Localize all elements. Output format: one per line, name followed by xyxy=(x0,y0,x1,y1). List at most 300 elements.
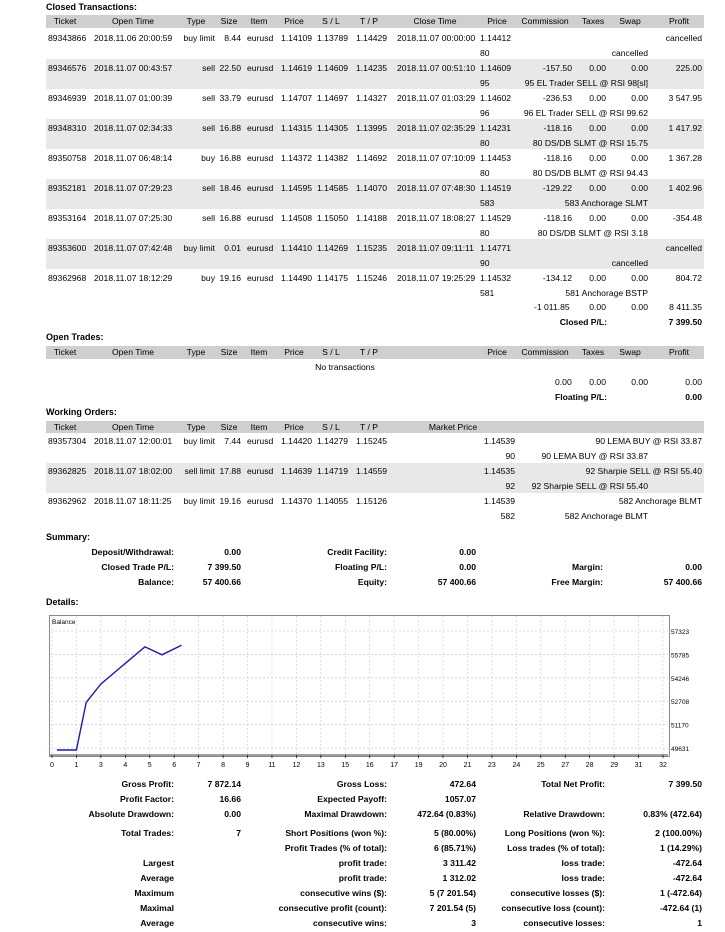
maximal-drawdown-value: 472.64 (0.83%) xyxy=(417,809,476,819)
type-cell: sell xyxy=(202,93,215,103)
close-price-cell: 1.14602 xyxy=(480,93,512,103)
long-positions-label: Long Positions (won %): xyxy=(504,828,605,838)
swap-cell: 0.00 xyxy=(631,123,648,133)
tp-cell: 1.14429 xyxy=(356,33,388,43)
close-time-cell: 2018.11.07 07:10:09 xyxy=(397,153,476,163)
total-trades-value: 7 xyxy=(236,828,241,838)
price-cell: 1.14410 xyxy=(281,243,313,253)
open-total-swap: 0.00 xyxy=(631,377,648,387)
closed-header-cell: Ticket xyxy=(53,16,77,26)
close-price-suffix-cell: 96 xyxy=(480,108,490,118)
largest-loss-trade-label: loss trade: xyxy=(561,858,605,868)
comment-cell: 581 Anchorage BSTP xyxy=(565,288,648,298)
order-comment-2-cell: 92 Sharpie SELL @ RSI 55.40 xyxy=(531,481,648,491)
sl-cell: 1.14269 xyxy=(317,243,349,253)
sl-cell: 1.15050 xyxy=(317,213,349,223)
price-cell: 1.14508 xyxy=(281,213,313,223)
gross-loss-value: 472.64 xyxy=(449,779,476,789)
gross-loss-label: Gross Loss: xyxy=(336,779,387,789)
x-tick-label: 23 xyxy=(488,762,496,769)
sl-cell: 1.14719 xyxy=(317,466,349,476)
price-cell: 1.14619 xyxy=(281,63,313,73)
tp-cell: 1.15126 xyxy=(356,496,388,506)
working-header-cell: T / P xyxy=(360,422,378,432)
closed-header-cell: Price xyxy=(284,16,304,26)
average-loss-trade-value: -472.64 xyxy=(672,873,702,883)
close-price-cell: 1.14529 xyxy=(480,213,512,223)
closed-header-cell: S / L xyxy=(322,16,340,26)
close-time-cell: 2018.11.07 00:51:10 xyxy=(397,63,476,73)
closed-header-cell: Swap xyxy=(619,16,641,26)
x-tick-label: 1 xyxy=(74,762,79,769)
type-cell: buy limit xyxy=(183,33,215,43)
price-cell: 1.14490 xyxy=(281,273,313,283)
comment-cell: 95 EL Trader SELL @ RSI 98[sl] xyxy=(524,78,648,88)
commission-cell: -118.16 xyxy=(543,153,572,163)
consecutive-profit-value: 7 201.54 (5) xyxy=(429,903,476,913)
open-header-cell: Price xyxy=(487,347,507,357)
margin-value: 0.00 xyxy=(685,562,702,572)
open-time-cell: 2018.11.07 02:34:33 xyxy=(94,123,173,133)
consecutive-profit-label: consecutive profit (count): xyxy=(278,903,387,913)
x-tick-label: 31 xyxy=(634,762,643,769)
market-price-cell: 1.14539 xyxy=(483,496,515,506)
x-tick-label: 5 xyxy=(147,762,152,769)
open-time-cell: 2018.11.07 18:11:25 xyxy=(94,496,172,506)
chart-legend: Balance xyxy=(52,619,76,626)
relative-drawdown-value: 0.83% (472.64) xyxy=(643,809,702,819)
commission-cell: -134.12 xyxy=(542,273,572,283)
gross-profit-value: 7 872.14 xyxy=(207,779,241,789)
taxes-cell: 0.00 xyxy=(589,123,606,133)
close-price-suffix-cell: 80 xyxy=(480,168,490,178)
short-positions-value: 5 (80.00%) xyxy=(433,828,476,838)
closed-header-cell: Profit xyxy=(668,16,690,26)
x-tick-label: 7 xyxy=(196,762,201,769)
consecutive-wins-value: 5 (7 201.54) xyxy=(429,888,476,898)
maximal-label: Maximal xyxy=(140,903,174,913)
profit-cell: cancelled xyxy=(665,33,702,43)
comment-cell: 96 EL Trader SELL @ RSI 99.62 xyxy=(523,108,648,118)
floating-pl-label: Floating P/L: xyxy=(554,392,607,402)
avg-consecutive-wins-label: consecutive wins: xyxy=(312,918,387,928)
equity-value: 57 400.66 xyxy=(437,577,476,587)
price-cell: 1.14639 xyxy=(281,466,313,476)
swap-cell: 0.00 xyxy=(631,63,648,73)
short-positions-label: Short Positions (won %): xyxy=(285,828,387,838)
tp-cell: 1.14070 xyxy=(356,183,388,193)
item-cell: eurusd xyxy=(247,33,274,43)
consecutive-wins-label: consecutive wins ($): xyxy=(300,888,387,898)
size-cell: 19.16 xyxy=(219,273,241,283)
x-tick-label: 20 xyxy=(439,762,447,769)
ticket-cell: 89362968 xyxy=(48,273,87,283)
open-total-comm: 0.00 xyxy=(555,377,572,387)
average-label: Average xyxy=(140,873,174,883)
largest-profit-trade-value: 3 311.42 xyxy=(443,858,476,868)
ticket-cell: 89348310 xyxy=(48,123,87,133)
price-cell: 1.14109 xyxy=(281,33,313,43)
open-header-cell: Size xyxy=(220,347,238,357)
profit-cell: cancelled xyxy=(665,243,702,253)
size-cell: 7.44 xyxy=(224,436,241,446)
y-tick-label: 54246 xyxy=(671,675,690,683)
margin-label: Margin: xyxy=(571,562,603,572)
x-tick-label: 12 xyxy=(292,762,301,769)
equity-label: Equity: xyxy=(357,577,387,587)
close-price-suffix-cell: 80 xyxy=(480,48,490,58)
taxes-cell: 0.00 xyxy=(589,93,606,103)
open-total-taxes: 0.00 xyxy=(589,377,606,387)
average2-label: Average xyxy=(140,918,174,928)
item-cell: eurusd xyxy=(247,213,274,223)
close-price-cell: 1.14412 xyxy=(480,33,512,43)
type-cell: buy limit xyxy=(183,496,215,506)
closed-total-taxes: 0.00 xyxy=(589,302,606,312)
price-cell: 1.14315 xyxy=(281,123,313,133)
expected-payoff-value: 1057.07 xyxy=(444,794,476,804)
ticket-cell: 89350758 xyxy=(48,153,87,163)
avg-consecutive-wins-value: 3 xyxy=(471,918,476,928)
summary-floating-label: Floating P/L: xyxy=(334,562,387,572)
working-header-cell: Size xyxy=(220,422,238,432)
comment-cell: cancelled xyxy=(611,258,648,268)
close-price-suffix-cell: 90 xyxy=(480,258,490,268)
type-cell: buy xyxy=(201,273,215,283)
ticket-cell: 89346576 xyxy=(48,63,87,73)
consecutive-loss-value: -472.64 (1) xyxy=(659,903,702,913)
open-time-cell: 2018.11.07 06:48:14 xyxy=(94,153,173,163)
close-time-cell: 2018.11.07 19:25:29 xyxy=(397,273,476,283)
close-price-suffix-cell: 95 xyxy=(480,78,490,88)
working-header-cell: Market Price xyxy=(428,422,478,432)
order-comment-2-cell: 582 Anchorage BLMT xyxy=(564,511,648,521)
working-header-cell: Open Time xyxy=(111,422,155,432)
closed-pl-label: Closed P/L: xyxy=(559,317,607,327)
sl-cell: 1.14609 xyxy=(317,63,349,73)
x-tick-label: 11 xyxy=(268,762,276,769)
closed-total-swap: 0.00 xyxy=(631,302,648,312)
open-header-cell: Item xyxy=(250,347,268,357)
ticket-cell: 89353600 xyxy=(48,243,87,253)
closed-trade-pl-value: 7 399.50 xyxy=(207,562,241,572)
expected-payoff-label: Expected Payoff: xyxy=(317,794,387,804)
loss-trades-value: 1 (14.29%) xyxy=(659,843,702,853)
open-time-cell: 2018.11.07 18:02:00 xyxy=(94,466,173,476)
close-time-cell: 2018.11.07 07:48:30 xyxy=(397,183,476,193)
ticket-cell: 89343866 xyxy=(48,33,87,43)
close-time-cell: 2018.11.07 01:03:29 xyxy=(397,93,476,103)
x-tick-label: 27 xyxy=(561,762,570,769)
details-title: Details: xyxy=(46,597,79,607)
x-tick-label: 28 xyxy=(585,762,594,769)
comment-cell: cancelled xyxy=(611,48,648,58)
open-time-cell: 2018.11.07 12:00:01 xyxy=(94,436,173,446)
open-time-cell: 2018.11.07 01:00:39 xyxy=(94,93,173,103)
ticket-cell: 89353164 xyxy=(48,213,87,223)
ticket-cell: 89362825 xyxy=(48,466,87,476)
type-cell: buy limit xyxy=(183,436,215,446)
tp-cell: 1.14188 xyxy=(356,213,388,223)
close-time-cell: 2018.11.07 18:08:27 xyxy=(397,213,476,223)
profit-cell: 1 417.92 xyxy=(668,123,702,133)
closed-header-cell: Item xyxy=(250,16,268,26)
closed-pl-value: 7 399.50 xyxy=(668,317,702,327)
x-tick-label: 8 xyxy=(221,762,226,769)
loss-trades-label: Loss trades (% of total): xyxy=(507,843,605,853)
size-cell: 18.46 xyxy=(219,183,241,193)
closed-total-profit: 8 411.35 xyxy=(669,302,702,312)
maximal-drawdown-label: Maximal Drawdown: xyxy=(304,809,387,819)
net-profit-value: 7 399.50 xyxy=(668,779,702,789)
sl-cell: 1.14175 xyxy=(317,273,349,283)
credit-label: Credit Facility: xyxy=(327,547,387,557)
tp-cell: 1.15245 xyxy=(356,436,388,446)
deposit-value: 0.00 xyxy=(224,547,241,557)
tp-cell: 1.14327 xyxy=(356,93,388,103)
close-price-suffix-cell: 80 xyxy=(480,138,490,148)
x-tick-label: 19 xyxy=(414,762,423,769)
open-header-cell: T / P xyxy=(360,347,378,357)
working-header-cell: Price xyxy=(284,422,304,432)
size-cell: 22.50 xyxy=(219,63,241,73)
type-cell: sell xyxy=(202,213,215,223)
average-loss-trade-label: loss trade: xyxy=(561,873,605,883)
close-price-cell: 1.14609 xyxy=(480,63,512,73)
size-cell: 16.88 xyxy=(219,153,241,163)
profit-cell: 804.72 xyxy=(675,273,702,283)
close-time-cell: 2018.11.07 00:00:00 xyxy=(397,33,476,43)
close-price-suffix-cell: 80 xyxy=(480,228,490,238)
item-cell: eurusd xyxy=(247,63,274,73)
closed-header-cell: T / P xyxy=(360,16,378,26)
y-tick-label: 51170 xyxy=(671,722,689,730)
item-cell: eurusd xyxy=(247,273,274,283)
open-header-cell: Taxes xyxy=(581,347,605,357)
swap-cell: 0.00 xyxy=(631,213,648,223)
closed-total-comm: -1 011.85 xyxy=(534,302,570,312)
free-margin-label: Free Margin: xyxy=(551,577,603,587)
size-cell: 17.88 xyxy=(219,466,241,476)
balance-value: 57 400.66 xyxy=(202,577,241,587)
price-cell: 1.14595 xyxy=(281,183,313,193)
comment-cell: 80 DS/DB BLMT @ RSI 94.43 xyxy=(532,168,648,178)
sl-cell: 1.14305 xyxy=(317,123,349,133)
y-tick-label: 55785 xyxy=(671,652,690,660)
taxes-cell: 0.00 xyxy=(589,213,606,223)
item-cell: eurusd xyxy=(247,466,274,476)
close-time-cell: 2018.11.07 02:35:29 xyxy=(397,123,476,133)
type-cell: sell xyxy=(202,183,215,193)
closed-transactions-title: Closed Transactions: xyxy=(46,2,138,12)
closed-trade-pl-label: Closed Trade P/L: xyxy=(101,562,174,572)
sl-cell: 1.14055 xyxy=(317,496,349,506)
market-price-suffix-cell: 582 xyxy=(500,511,515,521)
open-empty-text: No transactions xyxy=(315,362,375,372)
item-cell: eurusd xyxy=(247,243,274,253)
average-profit-trade-value: 1 312.02 xyxy=(442,873,476,883)
avg-consecutive-losses-label: consecutive losses: xyxy=(523,918,605,928)
tp-cell: 1.15235 xyxy=(356,243,388,253)
average-profit-trade-label: profit trade: xyxy=(338,873,387,883)
profit-cell: 1 402.96 xyxy=(668,183,702,193)
commission-cell: -157.50 xyxy=(542,63,572,73)
item-cell: eurusd xyxy=(247,153,274,163)
closed-header-cell: Open Time xyxy=(111,16,155,26)
open-time-cell: 2018.11.06 20:00:59 xyxy=(94,33,173,43)
type-cell: buy xyxy=(201,153,215,163)
largest-label: Largest xyxy=(142,858,174,868)
profit-trades-label: Profit Trades (% of total): xyxy=(284,843,387,853)
sl-cell: 1.14697 xyxy=(317,93,349,103)
price-cell: 1.14707 xyxy=(281,93,313,103)
ticket-cell: 89362962 xyxy=(48,496,87,506)
total-trades-label: Total Trades: xyxy=(121,828,174,838)
credit-value: 0.00 xyxy=(459,547,476,557)
ticket-cell: 89357304 xyxy=(48,436,87,446)
profit-factor-label: Profit Factor: xyxy=(120,794,174,804)
avg-consecutive-losses-value: 1 xyxy=(697,918,702,928)
close-price-suffix-cell: 583 xyxy=(480,198,495,208)
open-trades-title: Open Trades: xyxy=(46,332,104,342)
closed-header-cell: Type xyxy=(186,16,206,26)
market-price-cell: 1.14539 xyxy=(483,436,515,446)
order-comment-2-cell: 90 LEMA BUY @ RSI 33.87 xyxy=(541,451,648,461)
closed-header-cell: Taxes xyxy=(581,16,605,26)
type-cell: buy limit xyxy=(183,243,215,253)
x-tick-label: 4 xyxy=(123,762,128,769)
size-cell: 19.16 xyxy=(219,496,241,506)
y-tick-label: 57323 xyxy=(671,629,690,636)
consecutive-loss-label: consecutive loss (count): xyxy=(501,903,605,913)
long-positions-value: 2 (100.00%) xyxy=(655,828,702,838)
relative-drawdown-label: Relative Drawdown: xyxy=(523,809,605,819)
working-header-cell: S / L xyxy=(322,422,340,432)
close-price-cell: 1.14453 xyxy=(480,153,512,163)
commission-cell: -129.22 xyxy=(542,183,572,193)
size-cell: 8.44 xyxy=(224,33,241,43)
tp-cell: 1.15246 xyxy=(356,273,388,283)
balance-label: Balance: xyxy=(138,577,174,587)
open-time-cell: 2018.11.07 18:12:29 xyxy=(94,273,173,283)
consecutive-losses-value: 1 (-472.64) xyxy=(659,888,702,898)
close-price-cell: 1.14771 xyxy=(480,243,512,253)
commission-cell: -118.16 xyxy=(543,213,572,223)
sl-cell: 1.14585 xyxy=(317,183,349,193)
working-header-cell: Item xyxy=(250,422,268,432)
working-orders-title: Working Orders: xyxy=(46,407,117,417)
gross-profit-label: Gross Profit: xyxy=(121,779,174,789)
open-header-cell: Open Time xyxy=(111,347,155,357)
x-tick-label: 0 xyxy=(50,762,54,769)
market-price-suffix-cell: 90 xyxy=(505,451,515,461)
closed-header-cell: Close Time xyxy=(413,16,457,26)
tp-cell: 1.14692 xyxy=(356,153,388,163)
open-total-profit: 0.00 xyxy=(685,377,702,387)
profit-trades-value: 6 (85.71%) xyxy=(433,843,476,853)
y-tick-label: 49631 xyxy=(671,746,690,753)
ticket-cell: 89352181 xyxy=(48,183,87,193)
working-header-cell: Ticket xyxy=(53,422,77,432)
x-tick-label: 16 xyxy=(365,762,374,769)
x-tick-label: 24 xyxy=(512,762,521,769)
sl-cell: 1.14382 xyxy=(317,153,349,163)
x-tick-label: 3 xyxy=(98,762,103,769)
open-time-cell: 2018.11.07 07:29:23 xyxy=(94,183,173,193)
swap-cell: 0.00 xyxy=(631,153,648,163)
closed-header-cell: Commission xyxy=(521,16,569,26)
price-cell: 1.14372 xyxy=(281,153,313,163)
close-price-cell: 1.14519 xyxy=(480,183,512,193)
floating-pl-value: 0.00 xyxy=(685,392,702,402)
open-header-cell: Swap xyxy=(619,347,641,357)
open-time-cell: 2018.11.07 07:25:30 xyxy=(94,213,173,223)
type-cell: sell xyxy=(202,63,215,73)
size-cell: 0.01 xyxy=(224,243,241,253)
consecutive-losses-label: consecutive losses ($): xyxy=(510,888,605,898)
open-header-cell: Type xyxy=(186,347,206,357)
deposit-label: Deposit/Withdrawal: xyxy=(91,547,174,557)
x-tick-label: 9 xyxy=(245,762,250,769)
x-tick-label: 15 xyxy=(341,762,350,769)
size-cell: 16.88 xyxy=(219,123,241,133)
item-cell: eurusd xyxy=(247,496,274,506)
sl-cell: 1.14279 xyxy=(317,436,349,446)
swap-cell: 0.00 xyxy=(631,183,648,193)
order-comment-cell: 92 Sharpie SELL @ RSI 55.40 xyxy=(585,466,702,476)
y-tick-label: 52708 xyxy=(671,699,690,707)
sl-cell: 1.13789 xyxy=(317,33,349,43)
close-price-cell: 1.14532 xyxy=(480,273,512,283)
close-price-cell: 1.14231 xyxy=(480,123,512,133)
swap-cell: 0.00 xyxy=(631,93,648,103)
market-price-cell: 1.14535 xyxy=(483,466,515,476)
x-tick-label: 13 xyxy=(316,762,325,769)
taxes-cell: 0.00 xyxy=(589,273,606,283)
tp-cell: 1.14235 xyxy=(356,63,388,73)
swap-cell: 0.00 xyxy=(631,273,648,283)
item-cell: eurusd xyxy=(247,93,274,103)
largest-loss-trade-value: -472.64 xyxy=(672,858,702,868)
comment-cell: 583 Anchorage SLMT xyxy=(564,198,648,208)
close-price-suffix-cell: 581 xyxy=(480,288,495,298)
item-cell: eurusd xyxy=(247,183,274,193)
item-cell: eurusd xyxy=(247,436,274,446)
largest-profit-trade-label: profit trade: xyxy=(338,858,387,868)
closed-header-cell: Price xyxy=(487,16,507,26)
taxes-cell: 0.00 xyxy=(589,153,606,163)
comment-cell: 80 DS/DB SLMT @ RSI 15.75 xyxy=(532,138,648,148)
order-comment-cell: 90 LEMA BUY @ RSI 33.87 xyxy=(595,436,702,446)
open-time-cell: 2018.11.07 00:43:57 xyxy=(94,63,173,73)
commission-cell: -118.16 xyxy=(543,123,572,133)
ticket-cell: 89346939 xyxy=(48,93,87,103)
commission-cell: -236.53 xyxy=(542,93,572,103)
price-cell: 1.14420 xyxy=(281,436,313,446)
type-cell: sell xyxy=(202,123,215,133)
open-time-cell: 2018.11.07 07:42:48 xyxy=(94,243,173,253)
open-header-cell: Price xyxy=(284,347,304,357)
summary-floating-value: 0.00 xyxy=(459,562,476,572)
tp-cell: 1.13995 xyxy=(356,123,388,133)
profit-cell: 1 367.28 xyxy=(668,153,702,163)
balance-line xyxy=(57,645,182,750)
x-tick-label: 25 xyxy=(536,762,545,769)
item-cell: eurusd xyxy=(247,123,274,133)
absolute-drawdown-value: 0.00 xyxy=(224,809,241,819)
taxes-cell: 0.00 xyxy=(589,183,606,193)
comment-cell: 80 DS/DB SLMT @ RSI 3.18 xyxy=(537,228,648,238)
